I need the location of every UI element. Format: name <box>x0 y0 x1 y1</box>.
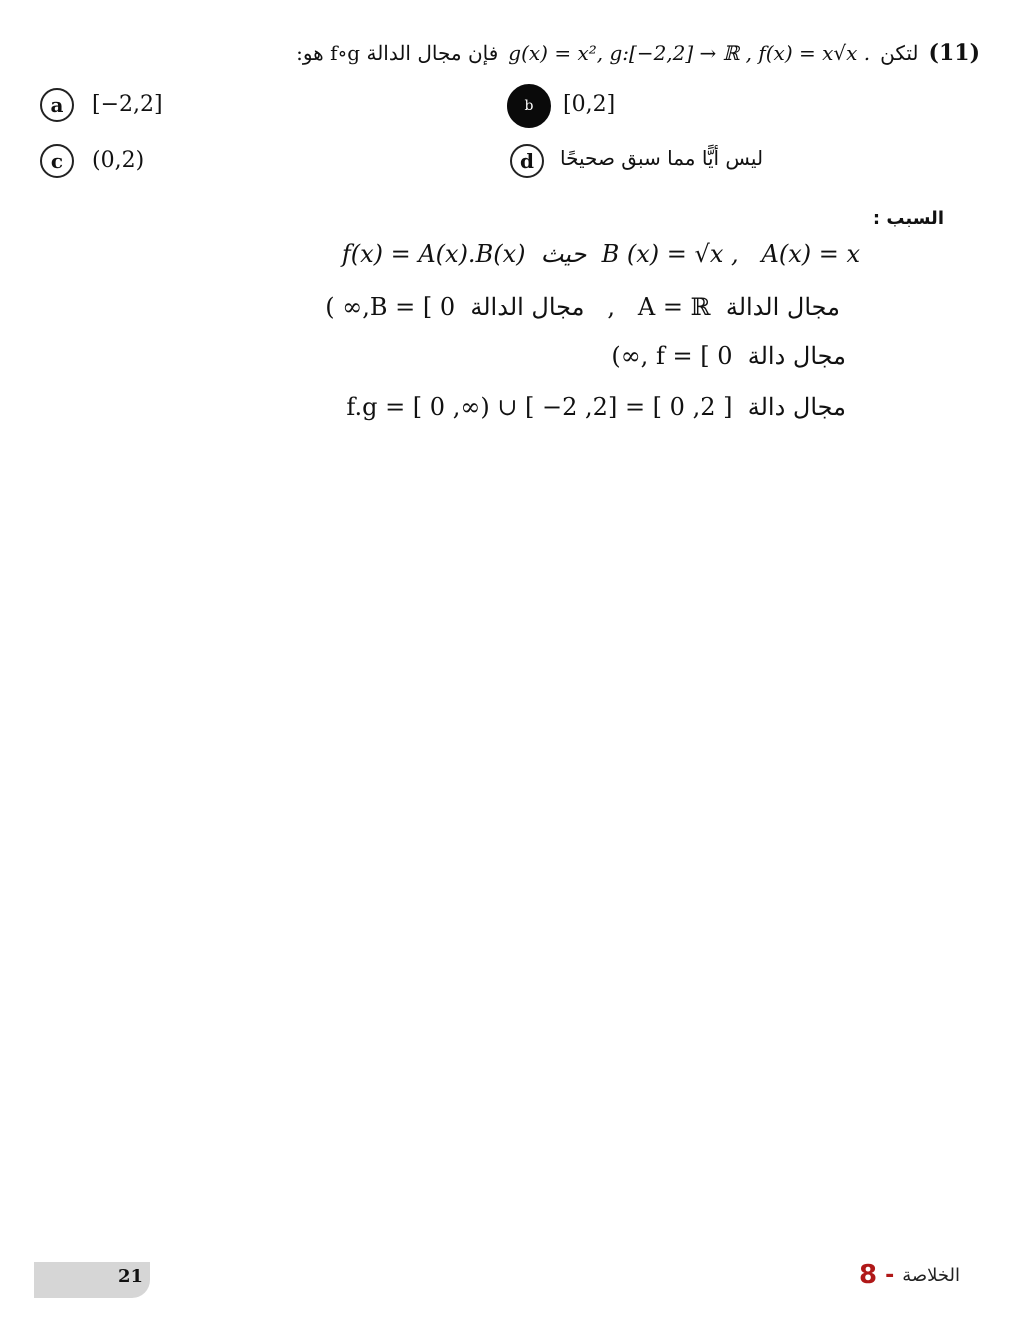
option-b-text: [0,2] <box>563 92 616 117</box>
reason-label: السبب : <box>872 208 944 229</box>
question-number: (11) <box>928 40 980 66</box>
option-d-circle[interactable]: d <box>510 144 544 178</box>
option-a-text: [−2,2] <box>92 92 163 117</box>
reason-line-1: f(x) = A(x).B(x) حيث B (x) = √x , A(x) = x <box>341 240 860 268</box>
option-c-circle[interactable]: c <box>40 144 74 178</box>
option-a-circle[interactable]: a <box>40 88 74 122</box>
footer-label: الخلاصة <box>902 1264 960 1286</box>
footer-dash: - <box>885 1262 895 1288</box>
page-number: 21 <box>118 1266 144 1287</box>
question-header <box>260 40 980 66</box>
reason-line-3: مجال دالة f = [ 0 ,∞) <box>611 342 846 370</box>
reason-line-4: مجال دالة f.g = [ 0 ,∞) ∪ [ −2 ,2] = [ 0 ,2 ] <box>346 393 846 421</box>
option-b-circle[interactable]: b <box>507 84 551 128</box>
footer-chapter <box>859 1260 960 1290</box>
question-intro: لتكن <box>880 41 919 65</box>
question-definition: g(x) = x², g:[−2,2] → ℝ , f(x) = x√x . <box>508 41 871 65</box>
footer-chapter-number: 8 <box>858 1260 878 1290</box>
option-d-text: ليس أيًّا مما سبق صحيحًا <box>560 146 764 170</box>
reason-line-2: مجال الدالة A = ℝ , مجال الدالة B = [ 0,∞ ) <box>325 293 840 321</box>
question-ending: فإن مجال الدالة f∘g هو: <box>296 41 499 65</box>
option-c-text: (0,2) <box>92 148 145 173</box>
